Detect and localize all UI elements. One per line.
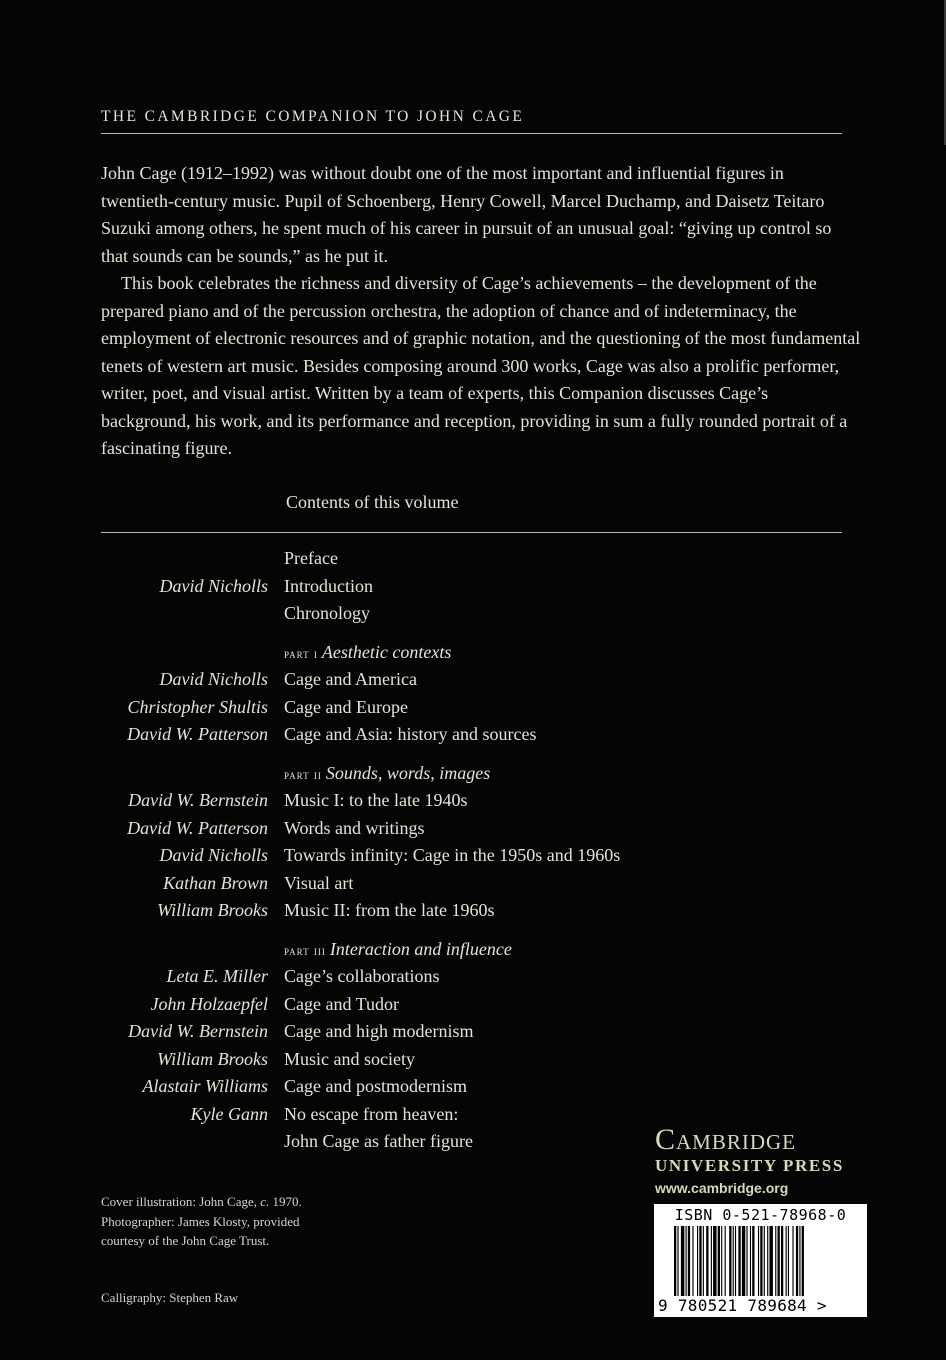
publisher-logo xyxy=(655,1124,870,1196)
barcode-bar xyxy=(799,1226,800,1296)
table-of-contents xyxy=(0,545,700,1156)
toc-entry xyxy=(0,1101,700,1129)
barcode-bar xyxy=(764,1226,765,1296)
part-number: part i xyxy=(284,645,318,661)
part-title: Interaction and influence xyxy=(329,938,512,959)
credit-year: 1970. xyxy=(269,1194,302,1209)
toc-title: Cage and Europe xyxy=(284,696,408,717)
credit-line-3: courtesy of the John Cage Trust. xyxy=(101,1233,270,1248)
barcode-bar xyxy=(750,1226,751,1296)
publisher-url: www.cambridge.org xyxy=(655,1180,789,1196)
barcode-bar xyxy=(796,1226,798,1296)
toc-author: David W. Patterson xyxy=(127,817,268,838)
barcode-bar xyxy=(692,1226,693,1296)
barcode-bar xyxy=(746,1226,747,1296)
publisher-subtitle: UNIVERSITY PRESS xyxy=(655,1156,844,1175)
top-divider xyxy=(101,133,842,134)
toc-entry xyxy=(0,545,700,573)
barcode-bar xyxy=(760,1226,762,1296)
toc-author: David Nicholls xyxy=(159,575,268,596)
calligraphy-credit: Calligraphy: Stephen Raw xyxy=(101,1290,239,1305)
toc-entry xyxy=(0,721,700,749)
barcode-bar xyxy=(721,1226,722,1296)
toc-author: Alastair Williams xyxy=(142,1076,268,1096)
barcode-bar xyxy=(802,1226,804,1296)
barcode-bar xyxy=(769,1226,772,1296)
contents-heading: Contents of this volume xyxy=(286,492,459,512)
toc-entry xyxy=(0,600,700,628)
toc-author: William Brooks xyxy=(157,900,268,920)
barcode-bar xyxy=(786,1226,787,1296)
barcode-bar xyxy=(738,1226,740,1296)
isbn-number: ISBN 0-521-78968-0 xyxy=(674,1206,847,1224)
credit-line-2: Photographer: James Klosty, provided xyxy=(101,1213,300,1229)
barcode-bar xyxy=(681,1226,684,1296)
credit-line-1-text: Cover illustration: John Cage, xyxy=(101,1194,261,1209)
credit-line-1 xyxy=(101,1192,361,1212)
barcode-bar xyxy=(713,1226,716,1296)
toc-entry xyxy=(0,963,700,991)
part-number: part iii xyxy=(284,942,326,958)
barcode-bar xyxy=(788,1226,789,1296)
barcode-bar xyxy=(775,1226,776,1296)
toc-part-heading xyxy=(0,936,700,964)
barcode-bars xyxy=(674,1226,847,1296)
part-label xyxy=(284,639,451,668)
barcode-bar xyxy=(781,1226,783,1296)
barcode-bar xyxy=(674,1226,676,1296)
toc-author: Kathan Brown xyxy=(163,872,268,893)
toc-entry xyxy=(0,991,700,1019)
toc-title: Towards infinity: Cage in the 1950s and 1960s xyxy=(284,845,621,865)
barcode-bar xyxy=(735,1226,736,1296)
barcode-bar xyxy=(767,1226,768,1296)
barcode-bar xyxy=(733,1226,734,1296)
barcode-bar xyxy=(729,1226,731,1296)
toc-entry xyxy=(0,1128,700,1156)
toc-entry xyxy=(0,1073,700,1101)
barcode-bar xyxy=(677,1226,678,1296)
toc-author: David W. Patterson xyxy=(127,724,268,744)
toc-author: William Brooks xyxy=(157,1048,268,1069)
toc-title: Visual art xyxy=(284,872,354,893)
toc-author: John Holzaepfel xyxy=(150,993,268,1014)
toc-title: Music and society xyxy=(284,1048,415,1069)
barcode-bar xyxy=(725,1226,726,1296)
toc-author: David W. Bernstein xyxy=(128,1021,268,1041)
barcode-bar xyxy=(706,1226,708,1296)
toc-entry xyxy=(0,1018,700,1046)
toc-title: Music I: to the late 1940s xyxy=(284,790,468,810)
part-title: Sounds, words, images xyxy=(325,762,491,783)
toc-title: Cage and Asia: history and sources xyxy=(284,724,537,744)
toc-entry xyxy=(0,897,700,925)
toc-author: David W. Bernstein xyxy=(128,790,268,810)
toc-author: Kyle Gann xyxy=(190,1103,268,1124)
toc-entry xyxy=(0,842,700,870)
part-title: Aesthetic contexts xyxy=(321,641,452,662)
toc-author: Leta E. Miller xyxy=(166,966,268,986)
barcode-bar xyxy=(711,1226,712,1296)
barcode-bar xyxy=(697,1226,698,1296)
cover-credits xyxy=(101,1192,361,1251)
contents-divider xyxy=(101,532,842,533)
toc-author: David Nicholls xyxy=(159,669,268,689)
toc-title: Cage and high modernism xyxy=(284,1021,474,1041)
part-label xyxy=(284,936,512,965)
barcode-bar xyxy=(778,1226,780,1296)
ean-number: 9 780521 789684 > xyxy=(658,1296,827,1315)
toc-entry xyxy=(0,787,700,815)
barcode-bar xyxy=(686,1226,687,1296)
toc-part-heading xyxy=(0,639,700,667)
toc-entry xyxy=(0,815,700,843)
toc-entry xyxy=(0,666,700,694)
toc-author: David Nicholls xyxy=(159,845,268,865)
barcode-bar xyxy=(703,1226,704,1296)
toc-entry xyxy=(0,1046,700,1074)
toc-title: Cage’s collaborations xyxy=(284,966,440,986)
toc-title: Cage and postmodernism xyxy=(284,1076,467,1096)
toc-title: Music II: from the late 1960s xyxy=(284,900,495,920)
series-title: THE CAMBRIDGE COMPANION TO JOHN CAGE xyxy=(101,108,525,125)
barcode-bar xyxy=(792,1226,793,1296)
part-number: part ii xyxy=(284,766,322,782)
toc-title: Words and writings xyxy=(284,817,425,838)
credit-circa: c. xyxy=(260,1194,270,1209)
barcode-bar xyxy=(699,1226,701,1296)
blurb-paragraph-2: This book celebrates the richness and diversity of Cage’s achievements – the development of the prepared piano and of the percussion orchestra, the adoption of chance and of indeterminacy, the employment of electronic resources and of graphic notation, and the questioning of the most fundamental tenets of western art music. Besides composing around 300 works, Cage was also a prolific performer, writer, poet, and visual artist. Written by a team of experts, this Companion discusses Cage’s background, his work, and its performance and reception, providing in sum a fully rounded portrait of a fascinating figure. xyxy=(101,273,861,458)
toc-title: John Cage as father figure xyxy=(284,1131,473,1151)
toc-entry xyxy=(0,573,700,601)
blurb-paragraph-1: John Cage (1912–1992) was without doubt one of the most important and influential figures in twentieth-century music. Pupil of Schoenberg, Henry Cowell, Marcel Duchamp, and Daisetz Teitaro Suzuki among others, he spent much of his career in pursuit of an unusual goal: “giving up control so that sounds can be sounds,” as he put it. xyxy=(101,163,832,266)
toc-author: Christopher Shultis xyxy=(127,696,268,717)
toc-title: Introduction xyxy=(284,575,373,596)
barcode-bar xyxy=(758,1226,759,1296)
toc-title: Cage and America xyxy=(284,669,417,689)
toc-entry xyxy=(0,694,700,722)
toc-part-heading xyxy=(0,760,700,788)
toc-title: No escape from heaven: xyxy=(284,1103,459,1124)
blurb xyxy=(101,160,861,463)
isbn-barcode xyxy=(654,1204,867,1317)
barcode-bar xyxy=(718,1226,720,1296)
barcode-bar xyxy=(688,1226,690,1296)
toc-title: Preface xyxy=(284,548,338,568)
toc-title: Cage and Tudor xyxy=(284,993,400,1014)
part-label xyxy=(284,760,490,789)
toc-entry xyxy=(0,870,700,898)
barcode-bar xyxy=(742,1226,745,1296)
publisher-name: Cambridge xyxy=(655,1123,797,1156)
toc-title: Chronology xyxy=(284,603,371,623)
barcode-bar xyxy=(752,1226,754,1296)
